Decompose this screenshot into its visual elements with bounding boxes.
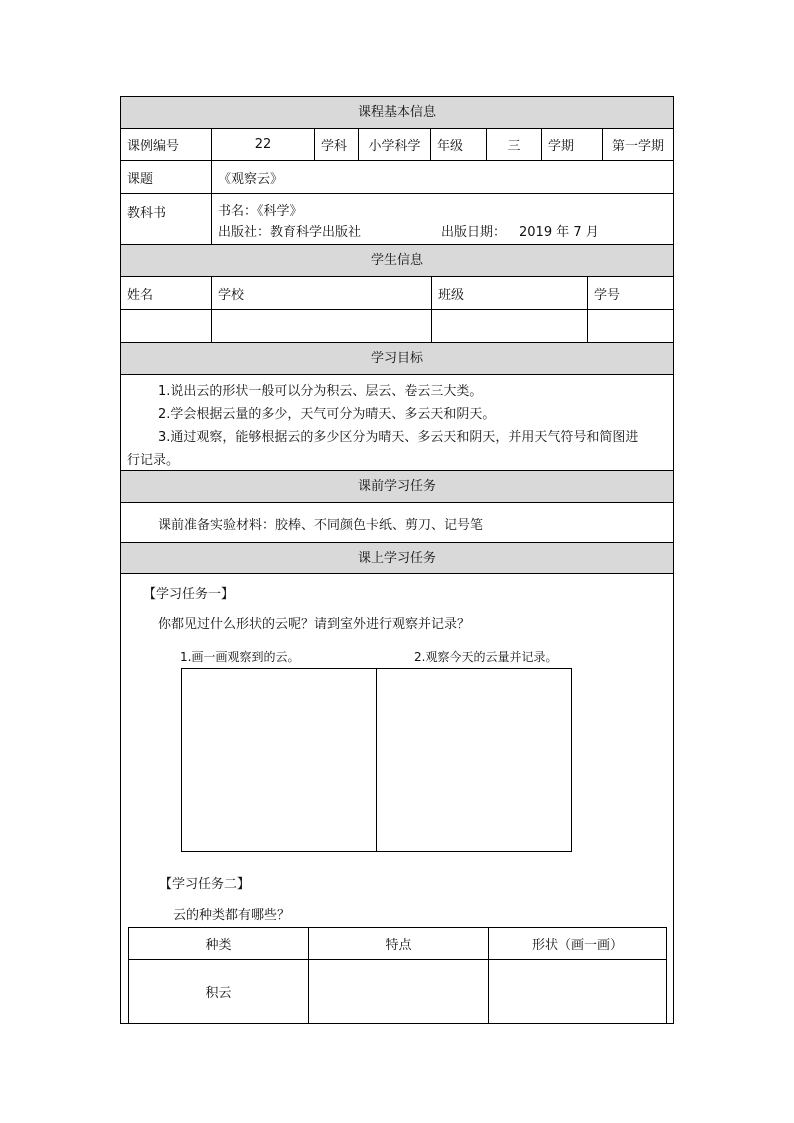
cloud-amount-box[interactable] <box>376 668 572 852</box>
student-input-row <box>121 310 673 343</box>
task1-title: 【学习任务一】 <box>143 587 235 602</box>
goal-item: 1.说出云的形状一般可以分为积云、层云、卷云三大类。 <box>158 384 483 399</box>
section-header-goals: 学习目标 <box>121 343 673 375</box>
section-header-basic-info: 课程基本信息 <box>121 97 673 129</box>
textbook-row <box>121 194 673 245</box>
student-id-field[interactable] <box>588 310 673 342</box>
lesson-no-value: 22 <box>212 129 315 160</box>
school-field[interactable] <box>212 310 432 342</box>
cloud-type-cell: 积云 <box>129 960 309 1023</box>
goal-item: 2.学会根据云量的多少，天气可分为晴天、多云天和阴天。 <box>158 407 496 422</box>
table-header-feature: 特点 <box>309 928 489 959</box>
student-id-label: 学号 <box>594 287 621 303</box>
class-label: 班级 <box>432 277 588 309</box>
pre-class-task-text: 课前准备实验材料：胶棒、不同颜色卡纸、剪刀、记号笔 <box>158 518 484 533</box>
task1-question: 你都见过什么形状的云呢？请到室外进行观察并记录？ <box>158 617 471 632</box>
section-header-pre-class: 课前学习任务 <box>121 471 673 503</box>
goal-item-continued: 行记录。 <box>127 453 180 468</box>
name-label: 姓名 <box>121 277 212 309</box>
grade-label: 年级 <box>431 129 487 160</box>
pub-date-label: 出版日期： <box>441 225 507 240</box>
pub-date-value: 2019 年 7 月 <box>519 225 599 240</box>
section-header-in-class: 课上学习任务 <box>121 543 673 574</box>
goals-block <box>121 375 673 471</box>
table-header-type: 种类 <box>129 928 309 959</box>
draw-clouds-label: 1.画一画观察到的云。 <box>180 650 300 664</box>
term-value: 第一学期 <box>611 139 664 154</box>
cloud-amount-label: 2.观察今天的云量并记录。 <box>414 650 558 664</box>
class-field[interactable] <box>432 310 588 342</box>
topic-label: 课题 <box>121 161 212 193</box>
textbook-label: 教科书 <box>121 194 212 244</box>
table-row <box>129 960 666 1023</box>
task2-title: 【学习任务二】 <box>159 877 251 892</box>
pre-class-task-row <box>121 503 673 543</box>
topic-value: 《观察云》 <box>218 171 284 187</box>
table-header-shape: 形状（画一画） <box>531 938 623 953</box>
basic-info-row <box>121 129 673 161</box>
book-name: 书名：《科学》 <box>218 204 303 219</box>
cloud-type-table <box>128 927 667 1024</box>
topic-row <box>121 161 673 194</box>
draw-clouds-box[interactable] <box>181 668 377 852</box>
task2-question: 云的种类都有哪些？ <box>173 908 291 923</box>
name-field[interactable] <box>121 310 212 342</box>
goal-item: 3.通过观察，能够根据云的多少区分为晴天、多云天和阴天，并用天气符号和简图进 <box>158 430 639 445</box>
publisher: 出版社：教育科学出版社 <box>218 225 362 240</box>
cloud-feature-cell[interactable] <box>309 960 489 1023</box>
student-label-row <box>121 277 673 310</box>
subject-value: 小学科学 <box>359 129 431 160</box>
table-header-row <box>129 928 666 960</box>
grade-value: 三 <box>487 129 542 160</box>
subject-label: 学科 <box>315 129 359 160</box>
cloud-shape-cell[interactable] <box>489 960 666 1023</box>
lesson-worksheet <box>120 96 674 1024</box>
section-header-student-info: 学生信息 <box>121 245 673 277</box>
lesson-no-label: 课例编号 <box>121 129 212 160</box>
school-label: 学校 <box>212 277 432 309</box>
term-label: 学期 <box>542 129 603 160</box>
